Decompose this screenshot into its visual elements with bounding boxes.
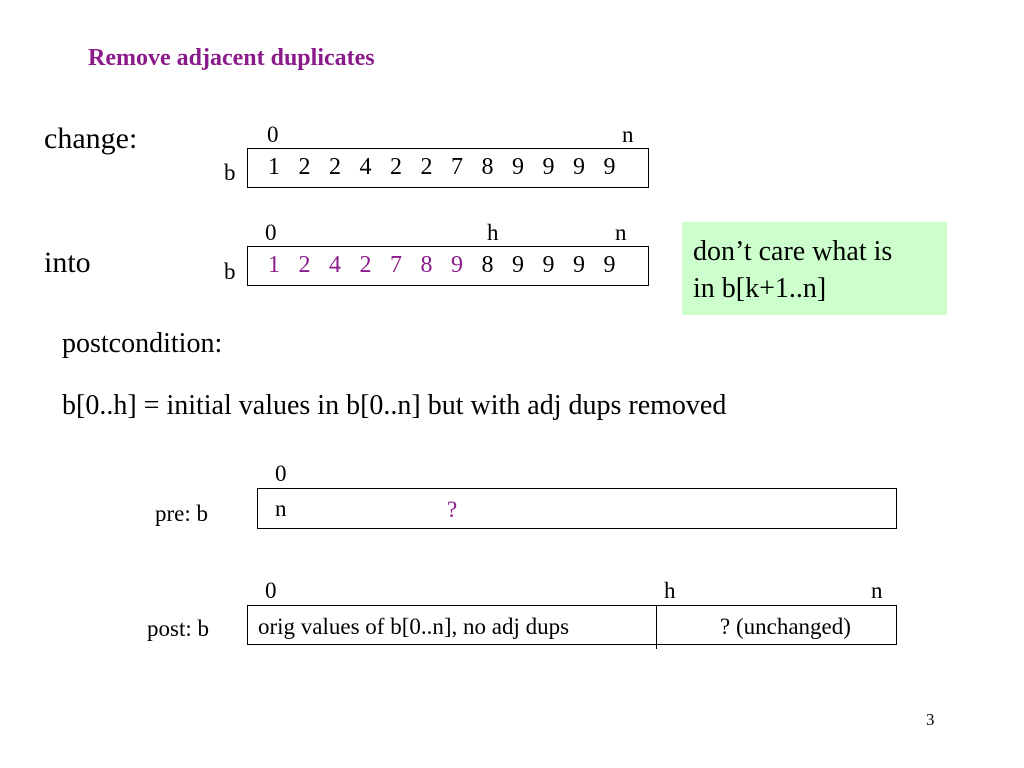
change-cell-3: 4 (359, 154, 372, 180)
change-label: change: (44, 122, 138, 155)
post-h-divider (656, 605, 657, 649)
into-cell-7: 8 (481, 252, 494, 278)
change-cell-8: 9 (512, 154, 524, 180)
into-label: into (44, 246, 91, 279)
postcondition-statement: b[0..h] = initial values in b[0..n] but with adj dups removed (62, 390, 727, 421)
pre-label: pre: b (155, 501, 209, 526)
post-label: post: b (147, 616, 209, 641)
into-cell-3: 2 (359, 252, 372, 278)
post-index-0: 0 (265, 578, 277, 603)
change-cell-6: 7 (451, 154, 463, 180)
change-array-box (247, 148, 649, 188)
change-cell-11: 9 (603, 154, 616, 180)
post-index-h: h (664, 578, 676, 603)
change-cell-4: 2 (390, 154, 402, 180)
change-cell-7: 8 (481, 154, 494, 180)
change-cell-10: 9 (573, 154, 585, 180)
change-array-name: b (224, 160, 236, 185)
into-cell-9: 9 (542, 252, 555, 278)
pre-array-box (257, 488, 897, 529)
into-cell-10: 9 (573, 252, 585, 278)
postcondition-label: postcondition: (62, 328, 223, 359)
into-cell-1: 2 (298, 252, 311, 278)
into-array-box (247, 246, 649, 286)
pre-index-0: 0 (275, 461, 287, 486)
post-left-section: orig values of b[0..n], no adj dups (258, 614, 570, 639)
pre-inner-n: n (275, 496, 287, 521)
into-cell-8: 9 (512, 252, 524, 278)
into-array-name: b (224, 259, 236, 284)
pre-unknown-mark: ? (447, 497, 458, 522)
change-cell-2: 2 (329, 154, 341, 180)
page-number: 3 (926, 710, 935, 729)
change-cell-5: 2 (420, 154, 433, 180)
into-cell-2: 4 (329, 252, 341, 278)
change-cell-9: 9 (542, 154, 555, 180)
change-cell-0: 1 (268, 154, 280, 180)
slide-title: Remove adjacent duplicates (88, 45, 375, 71)
into-index-h: h (487, 220, 499, 245)
into-cell-5: 8 (420, 252, 433, 278)
note-line-2: in b[k+1..n] (693, 273, 827, 304)
into-cell-11: 9 (603, 252, 616, 278)
into-index-n: n (615, 220, 627, 245)
dont-care-note (682, 222, 947, 315)
change-index-n: n (622, 122, 634, 147)
into-cell-0: 1 (268, 252, 280, 278)
change-cell-1: 2 (298, 154, 311, 180)
change-index-0: 0 (267, 122, 279, 147)
post-right-section: ? (unchanged) (720, 614, 851, 639)
post-index-n: n (871, 578, 883, 603)
into-cell-4: 7 (390, 252, 402, 278)
post-array-box (247, 605, 897, 645)
note-line-1: don’t care what is (693, 236, 893, 267)
into-cell-6: 9 (451, 252, 463, 278)
into-index-0: 0 (265, 220, 277, 245)
